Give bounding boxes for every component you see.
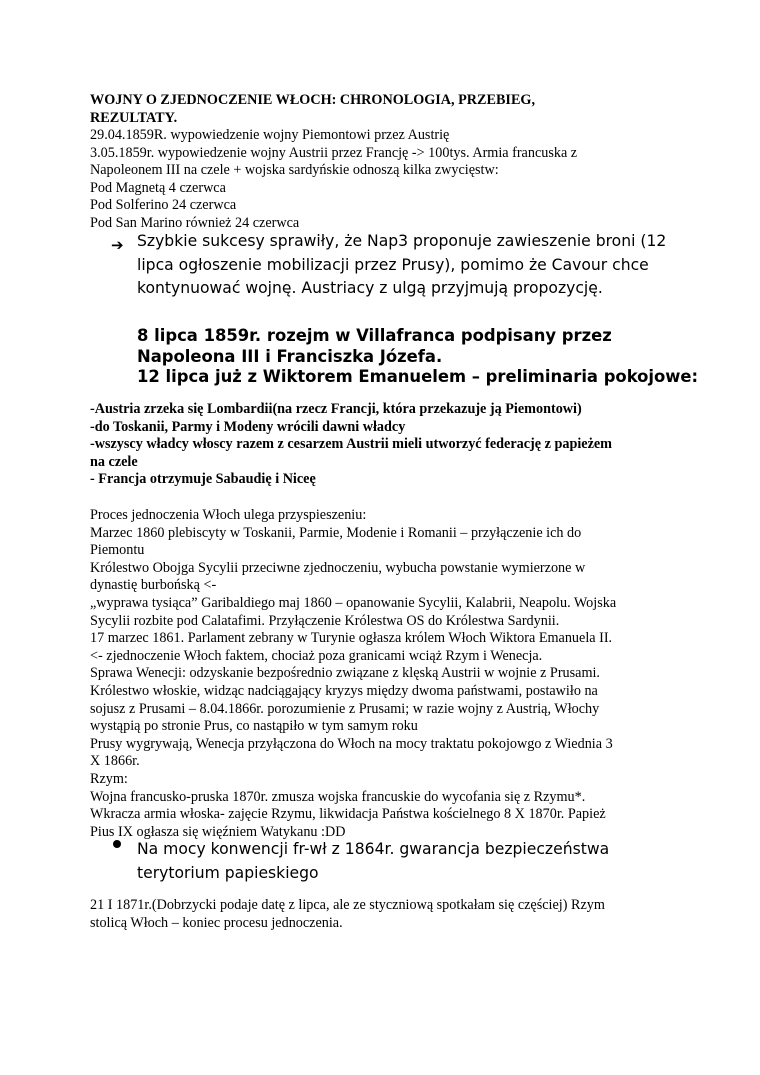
text-line: Pod San Marino również 24 czerwca [90,214,300,231]
text-line: 17 marzec 1861. Parlament zebrany w Turynie ogłasza królem Włoch Wiktora Emanuela II. [90,630,613,647]
text-line: Na mocy konwencji fr-wł z 1864r. gwarancja bezpieczeństwa [137,840,610,858]
term-line: -do Toskanii, Parmy i Modeny wrócili dawni władcy [90,418,406,435]
title-line: WOJNY O ZJEDNOCZENIE WŁOCH: CHRONOLOGIA, PRZEBIEG, [90,92,535,108]
term-line: na czele [90,453,138,470]
text-line: Sprawa Wenecji: odzyskanie bezpośrednio związane z klęską Austrii w wojnie z Prusami. [90,665,600,682]
text-line: Sycylii rozbite pod Calatafimi. Przyłączenie Królestwa OS do Królestwa Sardynii. [90,612,560,629]
text-line: Królestwo Obojga Sycylii przeciwne zjednoczeniu, wybucha powstanie wymierzone w [90,559,586,576]
text-line: dynastię burbońską <- [90,577,217,594]
document-title [90,92,670,127]
heading-line: Napoleona III i Franciszka Józefa. [137,346,443,366]
text-line: Wojna francusko-pruska 1870r. zmusza wojska francuskie do wycofania się z Rzymu*. [90,788,586,805]
text-line: Szybkie sukcesy sprawiły, że Nap3 proponuje zawieszenie broni (12 [137,232,667,250]
text-line: Pod Magnetą 4 czerwca [90,179,226,196]
text-line: Piemontu [90,542,145,559]
term-line: -wszyscy władcy włoscy razem z cesarzem Austrii mieli utworzyć federację z papieżem [90,436,612,453]
text-line: Marzec 1860 plebiscyty w Toskanii, Parmie, Modenie i Romanii – przyłączenie ich do [90,524,582,541]
text-line: Królestwo włoskie, widząc nadciągający kryzys między dwoma państwami, postawiło na [90,682,598,699]
text-line: terytorium papieskiego [137,863,319,882]
text-line: stolicą Włoch – koniec procesu jednoczenia. [90,914,343,931]
text-line: „wyprawa tysiąca” Garibaldiego maj 1860 – opanowanie Sycylii, Kalabrii, Neapolu. Wojska [90,594,617,611]
text-line: wystąpią po stronie Prus, co nastąpiło w tym samym roku [90,718,418,735]
heading-line: 8 lipca 1859r. rozejm w Villafranca podpisany przez [137,326,612,345]
term-line: -Austria zrzeka się Lombardii(na rzecz Francji, która przekazuje ją Piemontowi) [90,401,582,417]
text-line: lipca ogłoszenie mobilizacji przez Prusy), pomimo że Cavour chce [137,255,649,274]
text-line: kontynuować wojnę. Austriacy z ulgą przyjmują propozycję. [137,279,603,297]
bullet-list-item [137,838,697,885]
intro-section [90,127,670,233]
text-line: sojusz z Prusami – 8.04.1866r. porozumienie z Prusami; w razie wojny z Austrią, Włochy [90,700,600,717]
text-line: X 1866r. [90,753,140,770]
text-line: Prusy wygrywają, Wenecja przyłączona do Włoch na mocy traktatu pokojowgo z Wiednia 3 [90,735,613,752]
final-paragraph [90,897,670,932]
text-line: 29.04.1859R. wypowiedzenie wojny Piemontowi przez Austrię [90,127,450,143]
text-line: Rzym: [90,770,128,787]
armistice-heading [137,326,717,388]
text-line: 21 I 1871r.(Dobrzycki podaje datę z lipca, ale ze styczniową spotkałam się częściej) Rzym [90,897,605,913]
term-line: - Francja otrzymuje Sabaudię i Niceę [90,471,316,488]
arrow-bullet-icon: ➔ [111,236,124,254]
text-line: Pod Solferino 24 czerwca [90,197,237,214]
text-line: Pius IX ogłasza się więźniem Watykanu :DD [90,823,346,840]
text-line: Napoleonem III na czele + wojska sardyńskie odnoszą kilka zwycięstw: [90,162,499,179]
bullet-dot-icon [113,840,121,848]
text-line: <- zjednoczenie Włoch faktem, chociaż poza granicami wciąż Rzym i Wenecja. [90,647,543,664]
arrow-list-item [137,230,697,301]
text-line: Proces jednoczenia Włoch ulega przyspieszeniu: [90,507,367,523]
unification-process [90,507,670,841]
peace-terms [90,401,670,489]
title-line: REZULTATY. [90,109,178,126]
text-line: 3.05.1859r. wypowiedzenie wojny Austrii przez Francję -> 100tys. Armia francuska z [90,144,578,161]
heading-line: 12 lipca już z Wiktorem Emanuelem – preliminaria pokojowe: [137,367,699,386]
text-line: Wkracza armia włoska- zajęcie Rzymu, likwidacja Państwa kościelnego 8 X 1870r. Papież [90,806,606,823]
